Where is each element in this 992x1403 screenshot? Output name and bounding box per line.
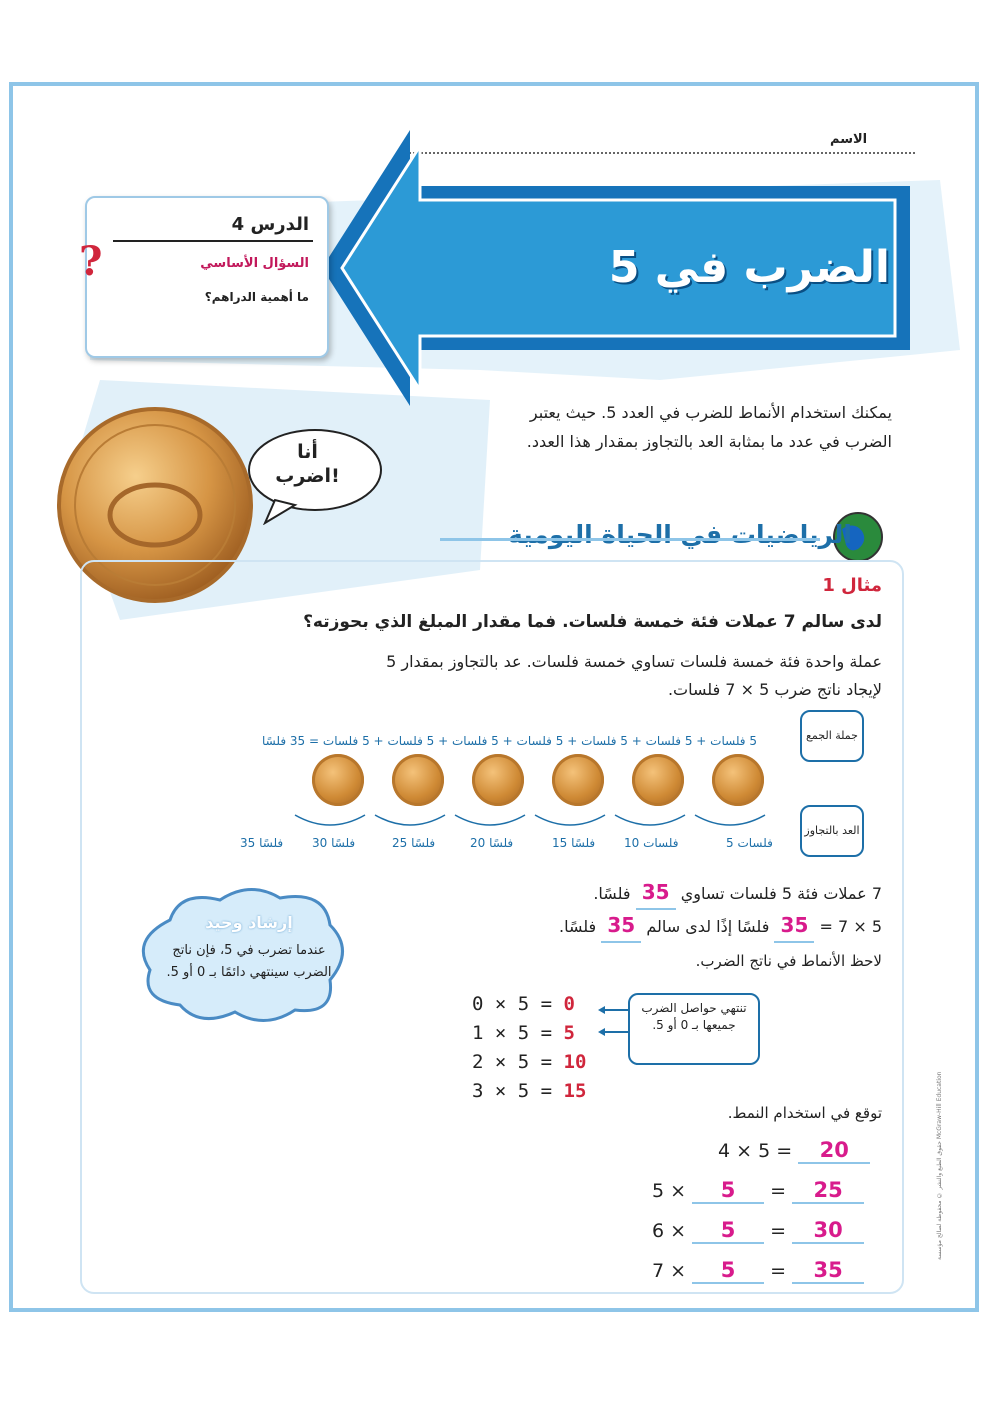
- skip-value: 15 فلسًا: [552, 836, 596, 850]
- addition-box-label: جملة الجمع: [800, 710, 864, 762]
- pattern-row: 1 × 5 = 5: [472, 1022, 575, 1044]
- explanation-line-1: عملة واحدة فئة خمسة فلسات تساوي خمسة فلسات. عد بالتجاوز بمقدار 5: [386, 652, 882, 671]
- pattern-row: 2 × 5 = 10: [472, 1051, 587, 1073]
- answer-field[interactable]: 35: [636, 877, 676, 910]
- coin-icon: [712, 754, 764, 806]
- pattern-list: [472, 990, 586, 1106]
- example-problem: لدى سالم 7 عملات فئة خمسة فلسات. فما مقدار المبلغ الذي بحوزته؟: [303, 612, 882, 632]
- add-term: 5 فلسات: [387, 734, 435, 748]
- add-result: 35 فلسًا: [262, 734, 306, 748]
- name-label: الاسم: [830, 132, 868, 147]
- essential-question: ما أهمية الدراهم؟: [204, 290, 309, 304]
- lesson-title: الضرب في 5: [608, 242, 890, 293]
- lesson-card: [79, 196, 329, 358]
- add-term: 5 فلسات: [451, 734, 499, 748]
- predict-row: 6 × 5 = 30: [652, 1218, 864, 1244]
- conclusion-line-2: 5 × 7 = 35 فلسًا إذًا لدى سالم 35 فلسًا.: [382, 910, 882, 943]
- speech-bubble-text: [250, 440, 365, 488]
- answer-field[interactable]: 35: [792, 1258, 864, 1284]
- tip-title: إرشاد وحيد: [205, 913, 293, 932]
- coin-icon: [312, 754, 364, 806]
- example-explanation: [262, 648, 882, 704]
- answer-field[interactable]: 20: [798, 1138, 870, 1164]
- question-mark-icon: ?: [79, 238, 103, 285]
- notice-text: لاحظ الأنماط في ناتج الضرب.: [695, 952, 882, 970]
- skip-value: 10 فلسات: [624, 836, 679, 850]
- speech-line-1: أنا: [297, 441, 318, 463]
- predict-label: توقع في استخدام النمط.: [727, 1104, 882, 1122]
- example-label: مثال 1: [822, 575, 882, 596]
- predict-row: 7 × 5 = 35: [652, 1258, 864, 1284]
- lesson-number: الدرس 4: [231, 214, 309, 235]
- predict-row: 4 × 5 = 20: [718, 1138, 870, 1164]
- add-term: 5 فلسات: [581, 734, 628, 748]
- skip-value: 25 فلسًا: [392, 836, 436, 850]
- skip-arcs: [275, 805, 775, 835]
- skip-value: 20 فلسًا: [470, 836, 514, 850]
- intro-text: يمكنك استخدام الأنماط للضرب في العدد 5. حيث يعتبر الضرب في عدد ما بمثابة العد بالتجاوز بمقدار هذا العدد.: [526, 403, 892, 451]
- answer-field[interactable]: 30: [792, 1218, 864, 1244]
- pattern-note: تنتهي حواصل الضرب جميعها بـ 0 أو 5.: [628, 993, 760, 1065]
- explanation-line-2: لإيجاد ناتج ضرب 5 × 7 فلسات.: [667, 680, 882, 699]
- essential-question-label: السؤال الأساسي: [200, 256, 309, 271]
- blank-field[interactable]: 5: [692, 1178, 764, 1204]
- coin-icon: [552, 754, 604, 806]
- divider: [113, 240, 313, 242]
- copyright-note: حقوق الطبع والنشر © محفوظة لصالح مؤسسة McGraw-Hill Education: [936, 1071, 943, 1260]
- answer-field[interactable]: 35: [601, 910, 641, 943]
- predict-row: 5 × 5 = 25: [652, 1178, 864, 1204]
- tip-text: عندما تضرب في 5، فإن ناتج الضرب سينتهي دائمًا بـ 0 أو 5.: [166, 943, 332, 980]
- coin-icon: [632, 754, 684, 806]
- conclusion: [382, 877, 882, 943]
- speech-line-2: اضرب!: [275, 465, 340, 487]
- conclusion-line-1: 7 عملات فئة 5 فلسات تساوي 35 فلسًا.: [382, 877, 882, 910]
- skip-value: 35 فلسًا: [240, 836, 284, 850]
- section-underline: [440, 538, 820, 541]
- add-term: 5 فلسات: [322, 734, 370, 748]
- addition-sentence: 5 فلسات + 5 فلسات + 5 فلسات + 5 فلسات + 5 فلسات + 5 فلسات + 5 فلسات = 35 فلسًا: [262, 734, 757, 748]
- pattern-row: 3 × 5 = 15: [472, 1080, 587, 1102]
- add-term: 5 فلسات: [710, 734, 757, 748]
- add-term: 5 فلسات: [645, 734, 693, 748]
- section-title: الرياضيات في الحياة اليومية: [508, 520, 852, 549]
- coin-icon: [392, 754, 444, 806]
- blank-field[interactable]: 5: [692, 1218, 764, 1244]
- answer-field[interactable]: 35: [774, 910, 814, 943]
- skip-count-box-label: العد بالتجاوز: [800, 805, 864, 857]
- blank-field[interactable]: 5: [692, 1258, 764, 1284]
- skip-value: 5 فلسات: [726, 836, 773, 850]
- arrow-icon: [596, 1000, 630, 1040]
- pattern-row: 0 × 5 = 0: [472, 993, 575, 1015]
- skip-value: 30 فلسًا: [312, 836, 356, 850]
- add-term: 5 فلسات: [516, 734, 564, 748]
- answer-field[interactable]: 25: [792, 1178, 864, 1204]
- coin-icon: [472, 754, 524, 806]
